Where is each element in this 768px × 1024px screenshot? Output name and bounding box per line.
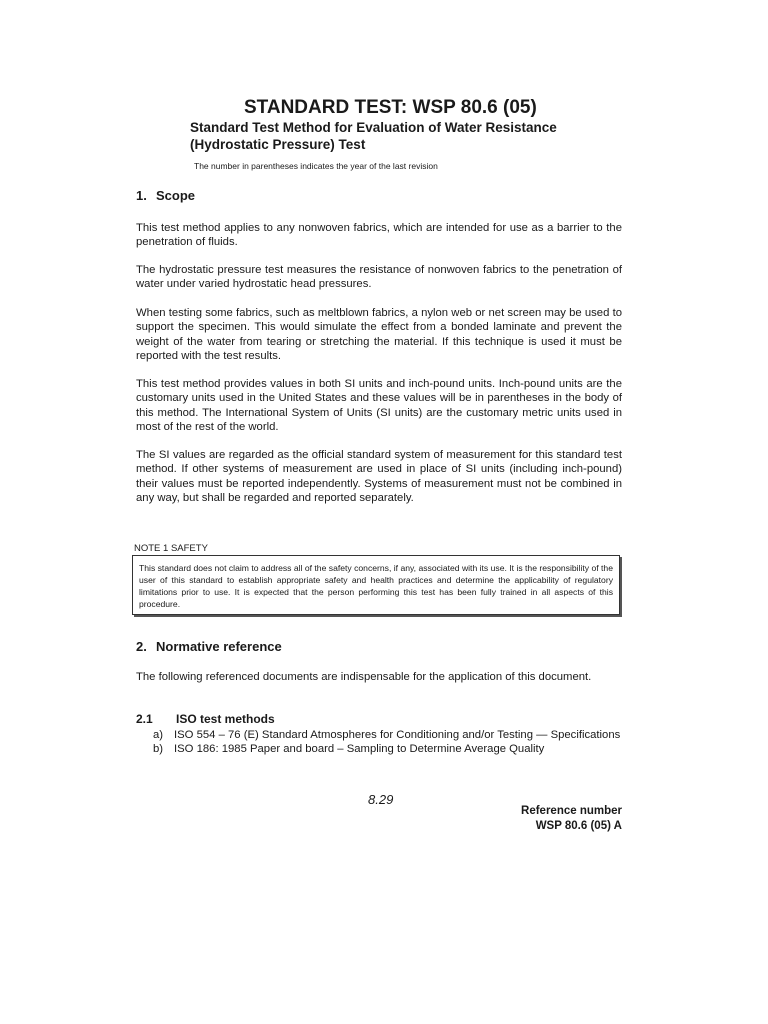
scope-paragraph-1: This test method applies to any nonwoven fabrics, which are intended for use as a barrier to the penetration of fluids. — [136, 222, 622, 249]
reference-number-block — [521, 804, 622, 834]
scope-paragraph-2: The hydrostatic pressure test measures the resistance of nonwoven fabrics to the penetration of water under varied hydrostatic head pressures. — [136, 264, 622, 291]
section-heading-normative — [136, 639, 282, 654]
document-subtitle — [190, 119, 557, 153]
section-number: 2. — [136, 639, 147, 654]
subsection-heading-iso — [136, 712, 275, 726]
section-title: Normative reference — [156, 639, 282, 654]
list-item-text: ISO 554 – 76 (E) Standard Atmospheres for Conditioning and/or Testing — Specifications — [174, 729, 621, 741]
list-marker: a) — [153, 729, 164, 741]
subsection-title: ISO test methods — [176, 712, 275, 726]
scope-paragraph-4: This test method provides values in both SI units and inch-pound units. Inch-pound units are the customary units used in the United States and these values will be in parentheses in the body of this method. The International System of Units (SI units) are the customary metric units used in most of the rest of the world. — [136, 378, 622, 434]
safety-note-box: This standard does not claim to address all of the safety concerns, if any, associated with its use. It is the responsibility of the user of this standard to establish appropriate safety and health practices and determine the applicability of regulatory limitations prior to use. It is expected that the person performing this test has been fully trained in all aspects of this procedure. — [132, 555, 620, 615]
reference-label: Reference number — [521, 805, 622, 817]
revision-note: The number in parentheses indicates the year of the last revision — [194, 161, 438, 171]
subtitle-line-1: Standard Test Method for Evaluation of Water Resistance — [190, 120, 557, 135]
list-item — [153, 742, 623, 756]
section-number: 1. — [136, 188, 147, 203]
scope-paragraph-5: The SI values are regarded as the official standard system of measurement for this standard test method. If other systems of measurement are used in place of SI units (including inch-pound) their values must be reported independently. Systems of measurement must not be combined in any way, but shall be regarded and reported separately. — [136, 449, 622, 505]
normative-intro: The following referenced documents are indispensable for the application of this document. — [136, 671, 592, 683]
list-item-text: ISO 186: 1985 Paper and board – Sampling to Determine Average Quality — [174, 743, 545, 755]
subsection-number: 2.1 — [136, 712, 153, 726]
page-number: 8.29 — [368, 792, 394, 807]
list-marker: b) — [153, 743, 164, 755]
subtitle-line-2: (Hydrostatic Pressure) Test — [190, 137, 366, 152]
section-heading-scope — [136, 188, 195, 203]
reference-value: WSP 80.6 (05) A — [535, 820, 622, 832]
section-title: Scope — [156, 188, 196, 203]
list-item — [153, 728, 623, 742]
document-title: STANDARD TEST: WSP 80.6 (05) — [244, 97, 537, 118]
scope-paragraph-3: When testing some fabrics, such as meltblown fabrics, a nylon web or net screen may be used to support the specimen. This would simulate the effect from a bonded laminate and prevent the weight of the water from tearing or stretching the material. If this technique is used it must be reported with the test results. — [136, 307, 622, 363]
reference-list — [153, 728, 623, 756]
safety-note-label: NOTE 1 SAFETY — [134, 543, 208, 554]
